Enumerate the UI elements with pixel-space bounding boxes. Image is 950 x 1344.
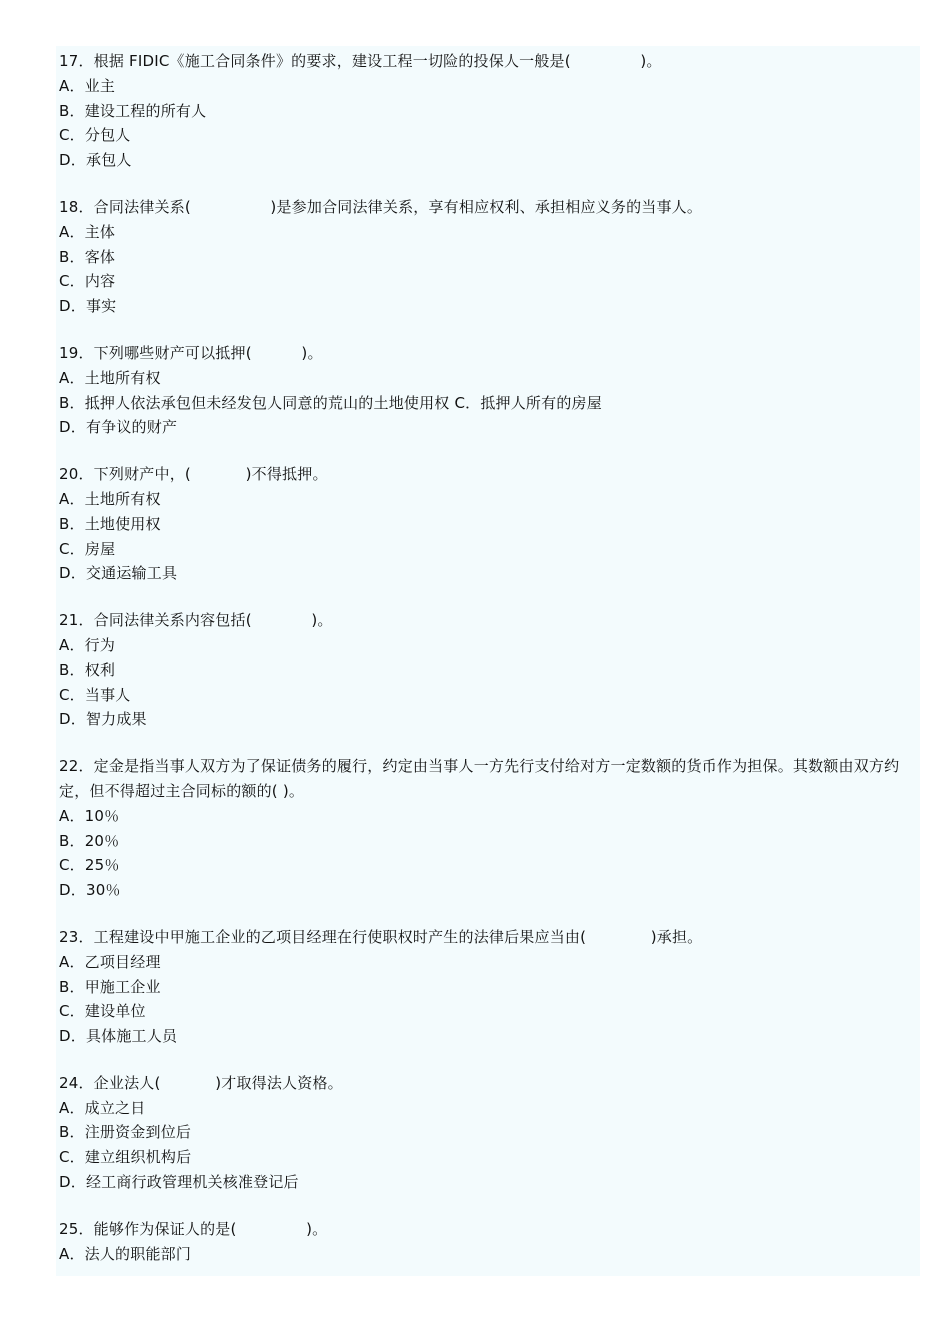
option-c: C．房屋 [59, 539, 116, 558]
spacer [56, 173, 920, 195]
option-a: A．土地所有权 [59, 489, 161, 508]
option-c: C．内容 [59, 272, 116, 291]
option-c: C．25％ [59, 856, 120, 875]
option-b: B．客体 [59, 247, 116, 266]
option-a: A．10％ [59, 806, 120, 825]
option-a: A．主体 [59, 222, 116, 241]
spacer [56, 1195, 920, 1217]
option-a: A．法人的职能部门 [59, 1244, 192, 1263]
question-stem: 18．合同法律关系( )是参加合同法律关系，享有相应权利、承担相应义务的当事人。 [59, 197, 703, 216]
question-stem: 20．下列财产中，( )不得抵押。 [59, 465, 328, 484]
option-d: D．事实 [59, 297, 117, 316]
option-b: B．20％ [59, 831, 120, 850]
spacer [56, 1049, 920, 1071]
question-25 [56, 1217, 920, 1267]
option-b: B．注册资金到位后 [59, 1123, 192, 1142]
question-22 [56, 754, 920, 903]
option-a: A．乙项目经理 [59, 952, 161, 971]
option-c: C．建设单位 [59, 1002, 146, 1021]
option-d: D．经工商行政管理机关核准登记后 [59, 1173, 299, 1192]
question-stem: 17．根据 FIDIC《施工合同条件》的要求，建设工程一切险的投保人一般是( )。 [59, 52, 662, 70]
document-page [56, 46, 920, 1276]
option-b: B．甲施工企业 [59, 977, 161, 996]
option-d: D．承包人 [59, 151, 132, 170]
option-c: C．当事人 [59, 685, 131, 704]
option-d: D．有争议的财产 [59, 418, 178, 437]
question-20 [56, 462, 920, 586]
spacer [56, 732, 920, 754]
question-stem: 25．能够作为保证人的是( )。 [59, 1219, 328, 1238]
option-c: C．建立组织机构后 [59, 1148, 192, 1167]
spacer [56, 586, 920, 608]
option-b-c: B．抵押人依法承包但未经发包人同意的荒山的土地使用权 C．抵押人所有的房屋 [59, 393, 602, 412]
spacer [56, 319, 920, 341]
option-a: A．成立之日 [59, 1098, 146, 1117]
question-stem: 19．下列哪些财产可以抵押( )。 [59, 343, 323, 362]
option-d: D．30％ [59, 881, 121, 900]
spacer [56, 903, 920, 925]
spacer [56, 440, 920, 462]
option-d: D．交通运输工具 [59, 564, 178, 583]
option-a: A．业主 [59, 76, 116, 95]
question-17 [56, 49, 920, 173]
question-18 [56, 195, 920, 319]
option-c: C．分包人 [59, 126, 131, 145]
question-stem: 21．合同法律关系内容包括( )。 [59, 611, 333, 630]
question-23 [56, 925, 920, 1049]
question-19 [56, 341, 920, 440]
option-d: D．具体施工人员 [59, 1027, 178, 1046]
option-a: A．行为 [59, 635, 116, 654]
option-d: D．智力成果 [59, 710, 147, 729]
question-stem: 24．企业法人( )才取得法人资格。 [59, 1073, 343, 1092]
option-b: B．建设工程的所有人 [59, 101, 207, 120]
question-stem: 23．工程建设中甲施工企业的乙项目经理在行使职权时产生的法律后果应当由( )承担。 [59, 927, 703, 946]
question-stem: 22．定金是指当事人双方为了保证债务的履行，约定由当事人一方先行支付给对方一定数额的货币作为担保。其数额由双方约定，但不得超过主合同标的额的( )。 [59, 757, 900, 800]
question-21 [56, 608, 920, 732]
option-a: A．土地所有权 [59, 368, 161, 387]
option-b: B．土地使用权 [59, 514, 161, 533]
question-24 [56, 1071, 920, 1195]
option-b: B．权利 [59, 660, 116, 679]
